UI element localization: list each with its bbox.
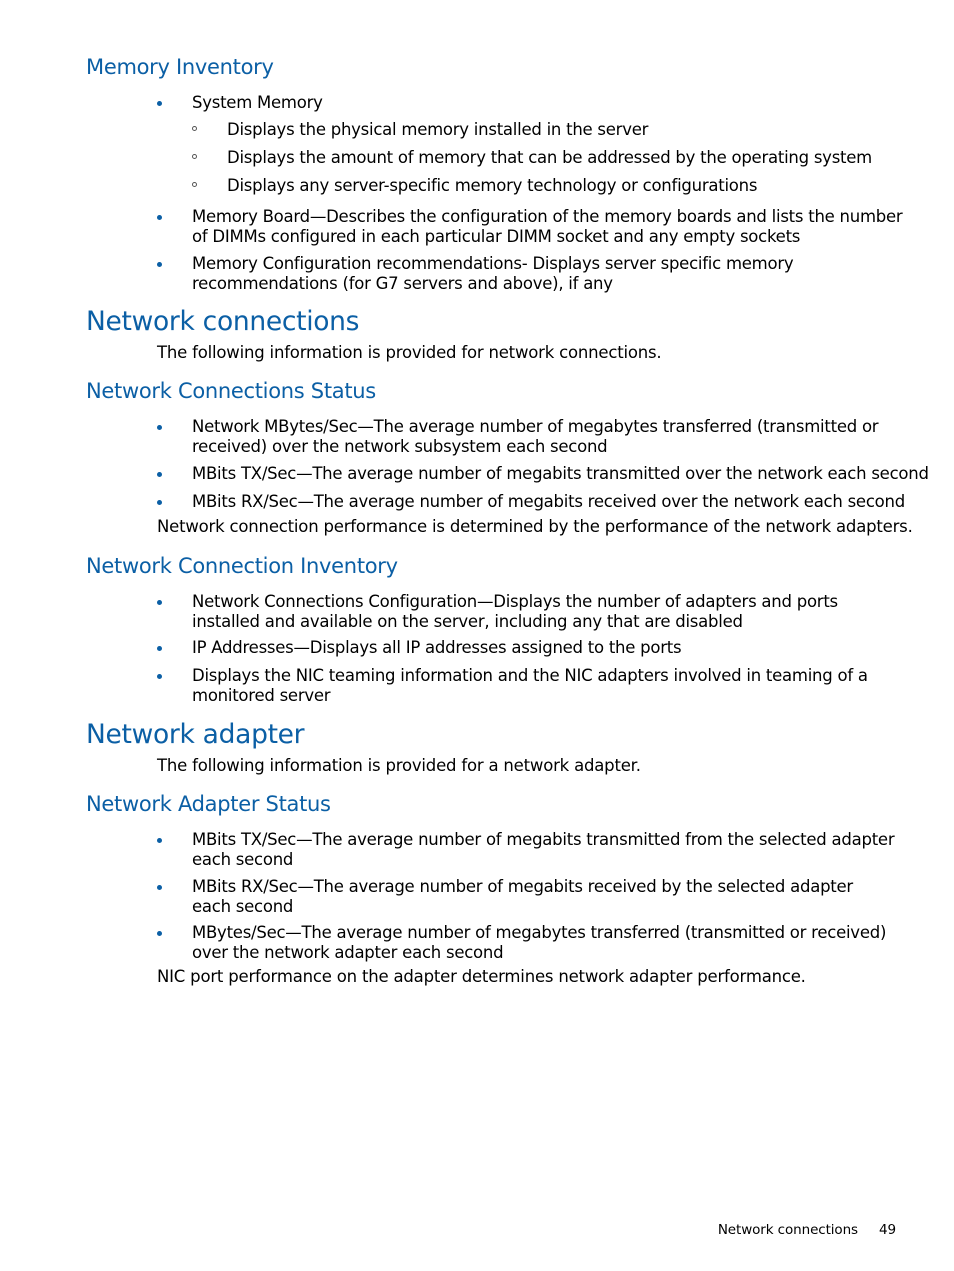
- sub-list-item: [192, 176, 892, 196]
- list-item-text: Network MBytes/Sec—The average number of megabytes transferred (transmitted or received) over the network subsystem each second: [192, 417, 879, 456]
- bullet-icon: [157, 838, 162, 843]
- bullet-icon: [157, 500, 162, 505]
- circle-bullet-icon: [192, 182, 197, 187]
- sub-list-item: [192, 120, 892, 140]
- list-item-text: System Memory: [192, 93, 323, 112]
- sub-list-item-text: Displays the physical memory installed in the server: [227, 120, 649, 139]
- list-item: [157, 592, 902, 632]
- page-footer: [0, 1222, 954, 1242]
- network-adapter-status-heading: Network Adapter Status: [86, 792, 331, 816]
- memory-inventory-heading: Memory Inventory: [86, 55, 274, 79]
- bullet-icon: [157, 262, 162, 267]
- circle-bullet-icon: [192, 154, 197, 159]
- network-adapter-intro: The following information is provided for a network adapter.: [157, 756, 641, 775]
- list-item: [157, 666, 902, 706]
- bullet-icon: [157, 425, 162, 430]
- bullet-icon: [157, 215, 162, 220]
- footer-section-label: Network connections: [717, 1222, 858, 1238]
- list-item: [157, 93, 902, 113]
- list-item-text: MBits TX/Sec—The average number of megabits transmitted over the network each second: [192, 464, 929, 483]
- list-item: [157, 877, 902, 917]
- list-item: [157, 638, 902, 658]
- list-item-text: Memory Configuration recommendations- Displays server specific memory recommendations (for G7 servers and above), if any: [192, 254, 794, 293]
- bullet-icon: [157, 674, 162, 679]
- sub-list-item-text: Displays the amount of memory that can be addressed by the operating system: [227, 148, 872, 167]
- bullet-icon: [157, 600, 162, 605]
- circle-bullet-icon: [192, 126, 197, 131]
- list-item-text: IP Addresses—Displays all IP addresses assigned to the ports: [192, 638, 682, 657]
- list-item: [157, 464, 929, 484]
- list-item-text: MBits RX/Sec—The average number of megabits received by the selected adapter each second: [192, 877, 853, 916]
- list-item: [157, 492, 905, 512]
- list-item: [157, 830, 902, 870]
- bullet-icon: [157, 931, 162, 936]
- sub-list-item: [192, 148, 892, 168]
- network-connection-inventory-heading: Network Connection Inventory: [86, 554, 398, 578]
- network-adapter-status-note: NIC port performance on the adapter determines network adapter performance.: [157, 967, 806, 986]
- list-item: [157, 417, 902, 457]
- bullet-icon: [157, 472, 162, 477]
- bullet-icon: [157, 646, 162, 651]
- bullet-icon: [157, 885, 162, 890]
- list-item: [157, 254, 902, 294]
- bullet-icon: [157, 101, 162, 106]
- list-item: [157, 207, 902, 247]
- sub-list-item-text: Displays any server-specific memory technology or configurations: [227, 176, 758, 195]
- network-connections-status-heading: Network Connections Status: [86, 379, 376, 403]
- list-item: [157, 923, 902, 963]
- list-item-text: Displays the NIC teaming information and the NIC adapters involved in teaming of a monitored server: [192, 666, 868, 705]
- list-item-text: Network Connections Configuration—Displays the number of adapters and ports installed and available on the server, including any that are disabled: [192, 592, 838, 631]
- list-item-text: Memory Board—Describes the configuration of the memory boards and lists the number of DIMMs configured in each particular DIMM socket and any empty sockets: [192, 207, 903, 246]
- list-item-text: MBytes/Sec—The average number of megabytes transferred (transmitted or received) over the network adapter each second: [192, 923, 887, 962]
- network-connections-status-note: Network connection performance is determined by the performance of the network adapters.: [157, 517, 913, 536]
- network-connections-intro: The following information is provided for network connections.: [157, 343, 662, 362]
- network-adapter-heading: Network adapter: [86, 719, 305, 750]
- list-item-text: MBits TX/Sec—The average number of megabits transmitted from the selected adapter each second: [192, 830, 895, 869]
- network-connections-heading: Network connections: [86, 306, 360, 337]
- page-number: 49: [879, 1222, 896, 1238]
- list-item-text: MBits RX/Sec—The average number of megabits received over the network each second: [192, 492, 905, 511]
